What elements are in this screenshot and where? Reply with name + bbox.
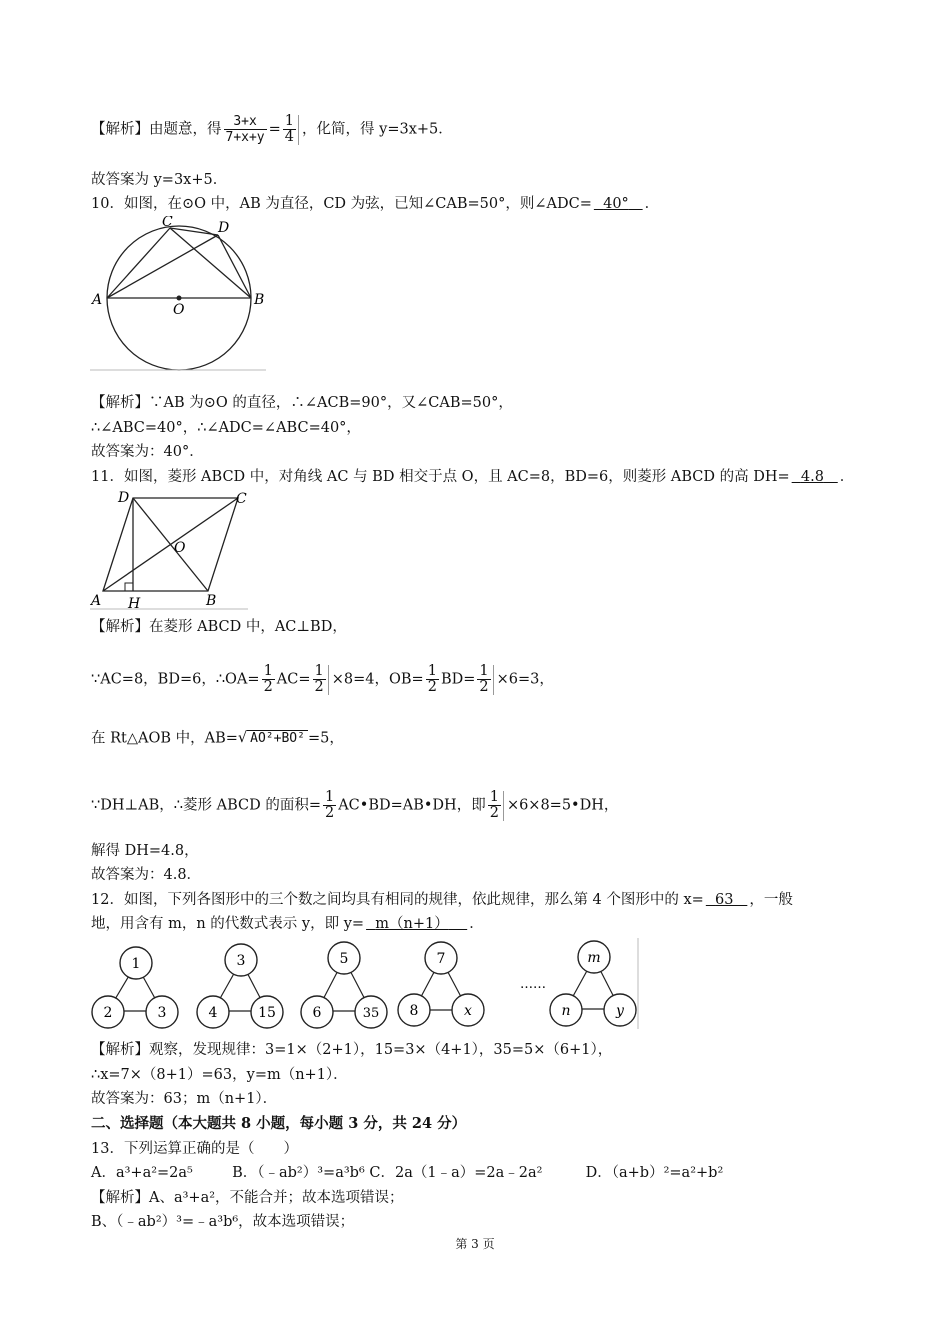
section-heading: 二、选择题（本大题共 8 小题，每小题 3 分，共 24 分） — [91, 1115, 467, 1132]
pattern-group-2 — [197, 944, 283, 1028]
solution-12-line-1: 【解析】观察，发现规律：3=1×（2+1），15=3×（4+1），35=5×（6+1）， — [91, 1042, 613, 1058]
solution-10-line-1: 【解析】∵AB 为⊙O 的直径，∴∠ACB=90°，又∠CAB=50°， — [91, 395, 513, 411]
label-h: H — [128, 596, 141, 612]
solution-10-line-2: ∴∠ABC=40°，∴∠ADC=∠ABC=40°， — [91, 420, 361, 436]
pattern-group-3 — [301, 942, 387, 1028]
question-13: 13．下列运算正确的是（ ） — [91, 1141, 298, 1157]
svg-text:2: 2 — [103, 1005, 113, 1021]
svg-text:4: 4 — [208, 1005, 218, 1021]
solution-11-line-4: ∵DH⊥AB，∴菱形 ABCD 的面积= $\frac{1}{2}$ AC•BD=AB•DH，即 $\frac{1}{2}$ ×6×8=5•DH， — [91, 789, 619, 821]
fraction: $\frac{3+x}{7+x+y}$ — [225, 114, 265, 145]
svg-text:1: 1 — [131, 956, 141, 972]
solution-11-line-6: 故答案为：4.8． — [91, 867, 202, 883]
ellipsis: …… — [520, 977, 546, 992]
solution-11-line-5: 解得 DH=4.8， — [91, 843, 199, 859]
solution-13-line-1: 【解析】A、a³+a²，不能合并；故本选项错误； — [91, 1190, 404, 1206]
svg-text:y: y — [616, 1003, 624, 1019]
circle-figure — [88, 216, 268, 376]
svg-text:n: n — [561, 1003, 571, 1019]
solution-9-line: 【解析】由题意，得 $\frac{3+x}{7+x+y}$ = $\frac{1}{4}$ ，化简，得 y=3x+5． — [91, 113, 453, 145]
svg-text:15: 15 — [258, 1005, 276, 1021]
sqrt-expression: √ AO²+BO² — [238, 728, 308, 749]
solution-11-line-2: ∵AC=8，BD=6，∴OA= $\frac{1}{2}$ AC= $\frac{1}{2}$ ×8=4，OB= $\frac{1}{2}$ BD= $\frac{1}{2}$ ×6=3， — [91, 663, 554, 695]
solution-12-line-3: 故答案为：63；m（n+1）． — [91, 1091, 278, 1107]
option-c: C．2a（1﹣a）=2a﹣2a² — [369, 1165, 543, 1181]
question-11: 11．如图，菱形 ABCD 中，对角线 AC 与 BD 相交于点 O，且 AC=8，BD=6，则菱形 ABCD 的高 DH= 4.8 ． — [91, 469, 855, 485]
label-a: A — [92, 292, 103, 308]
question-13-options — [91, 1163, 723, 1183]
solution-10-line-3: 故答案为：40°． — [91, 444, 204, 460]
svg-text:6: 6 — [312, 1005, 322, 1021]
question-10: 10．如图，在⊙O 中，AB 为直径，CD 为弦，已知∠CAB=50°，则∠ADC= 40° ． — [91, 196, 660, 212]
pattern-figure — [88, 936, 643, 1031]
label-d: D — [218, 220, 230, 236]
option-b: B．（﹣ab²）³=a³b⁶ — [232, 1165, 365, 1181]
solution-13-line-2: B、（﹣ab²）³=﹣a³b⁶，故本选项错误； — [91, 1214, 355, 1230]
svg-text:3: 3 — [236, 953, 246, 969]
pattern-group-1 — [92, 947, 178, 1028]
label-c: C — [162, 216, 173, 230]
solution-11-line-1: 【解析】在菱形 ABCD 中，AC⊥BD， — [91, 619, 347, 635]
svg-text:7: 7 — [436, 951, 446, 967]
pattern-group-4 — [398, 942, 484, 1026]
svg-text:8: 8 — [409, 1003, 419, 1019]
pattern-group-5 — [550, 941, 636, 1026]
rhombus-figure — [88, 488, 253, 613]
label-c: C — [236, 491, 247, 507]
label-o: O — [174, 540, 186, 556]
svg-text:m: m — [587, 950, 601, 966]
page-number: 第 3 页 — [455, 1237, 495, 1251]
label-b: B — [254, 292, 265, 308]
svg-text:3: 3 — [157, 1005, 167, 1021]
svg-text:5: 5 — [339, 951, 349, 967]
solution-11-line-3: 在 Rt△AOB 中，AB=√ AO²+BO² =5， — [91, 728, 344, 749]
option-a: A．a³+a²=2a⁵ — [91, 1165, 193, 1181]
option-d: D．（a+b）²=a²+b² — [585, 1165, 724, 1181]
label-b: B — [206, 593, 217, 609]
svg-text:x: x — [464, 1003, 472, 1019]
question-12-line-1: 12．如图，下列各图形中的三个数之间均具有相同的规律，依此规律，那么第 4 个图形中的 x= 63 ，一般 — [91, 892, 793, 908]
svg-text:35: 35 — [362, 1006, 380, 1021]
solution-12-line-2: ∴x=7×（8+1）=63，y=m（n+1）． — [91, 1067, 348, 1083]
question-12-line-2: 地，用含有 m，n 的代数式表示 y，即 y= m（n+1） ． — [91, 916, 484, 932]
label-o: O — [173, 302, 185, 318]
label-d: D — [118, 490, 130, 506]
label-a: A — [91, 593, 102, 609]
answer-9: 故答案为 y=3x+5． — [91, 172, 228, 188]
